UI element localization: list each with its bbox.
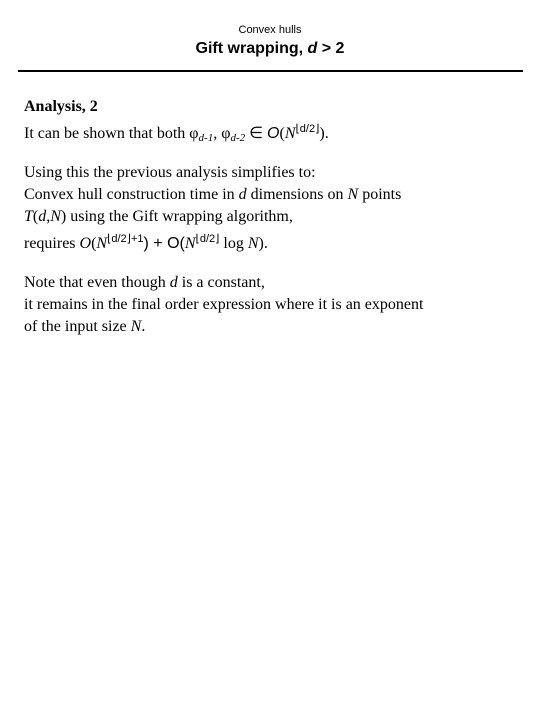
open-paren: ( <box>279 125 285 142</box>
variable-n: N <box>284 125 296 142</box>
element-of-symbol: ∈ <box>245 125 268 142</box>
phi-symbol: φ <box>221 125 231 142</box>
comma: , <box>46 208 51 225</box>
statement-text: It can be shown that both <box>24 125 190 142</box>
text: points <box>358 186 402 203</box>
slide-subtitle: Convex hulls <box>238 24 302 36</box>
text: . <box>141 318 146 335</box>
close-paren: ). <box>319 125 329 142</box>
variable-n: N <box>96 235 108 252</box>
variable-n: N <box>247 235 259 252</box>
text: Convex hull construction time in <box>24 186 239 203</box>
open-paren: ( <box>32 208 39 225</box>
phi-subscript-1: d-1 <box>198 132 214 144</box>
variable-n: N <box>130 318 142 335</box>
comma: , <box>213 125 222 142</box>
exponent-floor-d-half: ⌊d/2⌋ <box>295 123 320 135</box>
note-line-2: it remains in the final order expression where it is an exponent <box>24 296 424 313</box>
variable-d: d <box>238 186 247 203</box>
variable-d: d <box>38 208 47 225</box>
spacer <box>24 140 524 162</box>
title-prefix: Gift wrapping, <box>195 40 308 57</box>
note-line-3 <box>24 316 524 338</box>
construction-time-line <box>24 184 524 206</box>
phi-symbol: φ <box>189 125 199 142</box>
open-paren: ( <box>91 235 97 252</box>
variable-d: d <box>169 274 178 291</box>
variable-n: N <box>347 186 359 203</box>
variable-t: T <box>24 208 33 225</box>
text: ) using the Gift wrapping algorithm, <box>60 208 293 225</box>
log-text: log <box>219 235 248 252</box>
text: dimensions on <box>246 186 348 203</box>
note-line-1 <box>24 272 524 294</box>
slide-title <box>0 40 540 58</box>
plus-big-o: ) + O( <box>143 235 185 252</box>
text: Note that even though <box>24 274 170 291</box>
simplify-intro: Using this the previous analysis simplifies to: <box>24 164 316 181</box>
title-variable-d: d <box>307 40 318 57</box>
analysis-statement <box>24 118 524 144</box>
exponent-2: ⌊d/2⌋ <box>195 233 220 245</box>
title-divider <box>18 70 523 72</box>
exponent-1: ⌊d/2⌋+1 <box>107 233 144 245</box>
close-paren: ). <box>258 235 268 252</box>
big-o: O <box>79 235 92 252</box>
analysis-heading: Analysis, 2 <box>24 98 98 115</box>
time-function-line <box>24 206 524 228</box>
title-suffix: > 2 <box>317 40 345 57</box>
variable-n: N <box>50 208 61 225</box>
text: requires <box>24 235 80 252</box>
text: is a constant, <box>177 274 265 291</box>
spacer <box>24 250 524 272</box>
phi-subscript-2: d-2 <box>230 132 246 144</box>
complexity-line <box>24 228 524 250</box>
text: of the input size <box>24 318 131 335</box>
variable-n: N <box>184 235 196 252</box>
big-o: O <box>267 125 280 142</box>
slide-body <box>24 96 524 338</box>
